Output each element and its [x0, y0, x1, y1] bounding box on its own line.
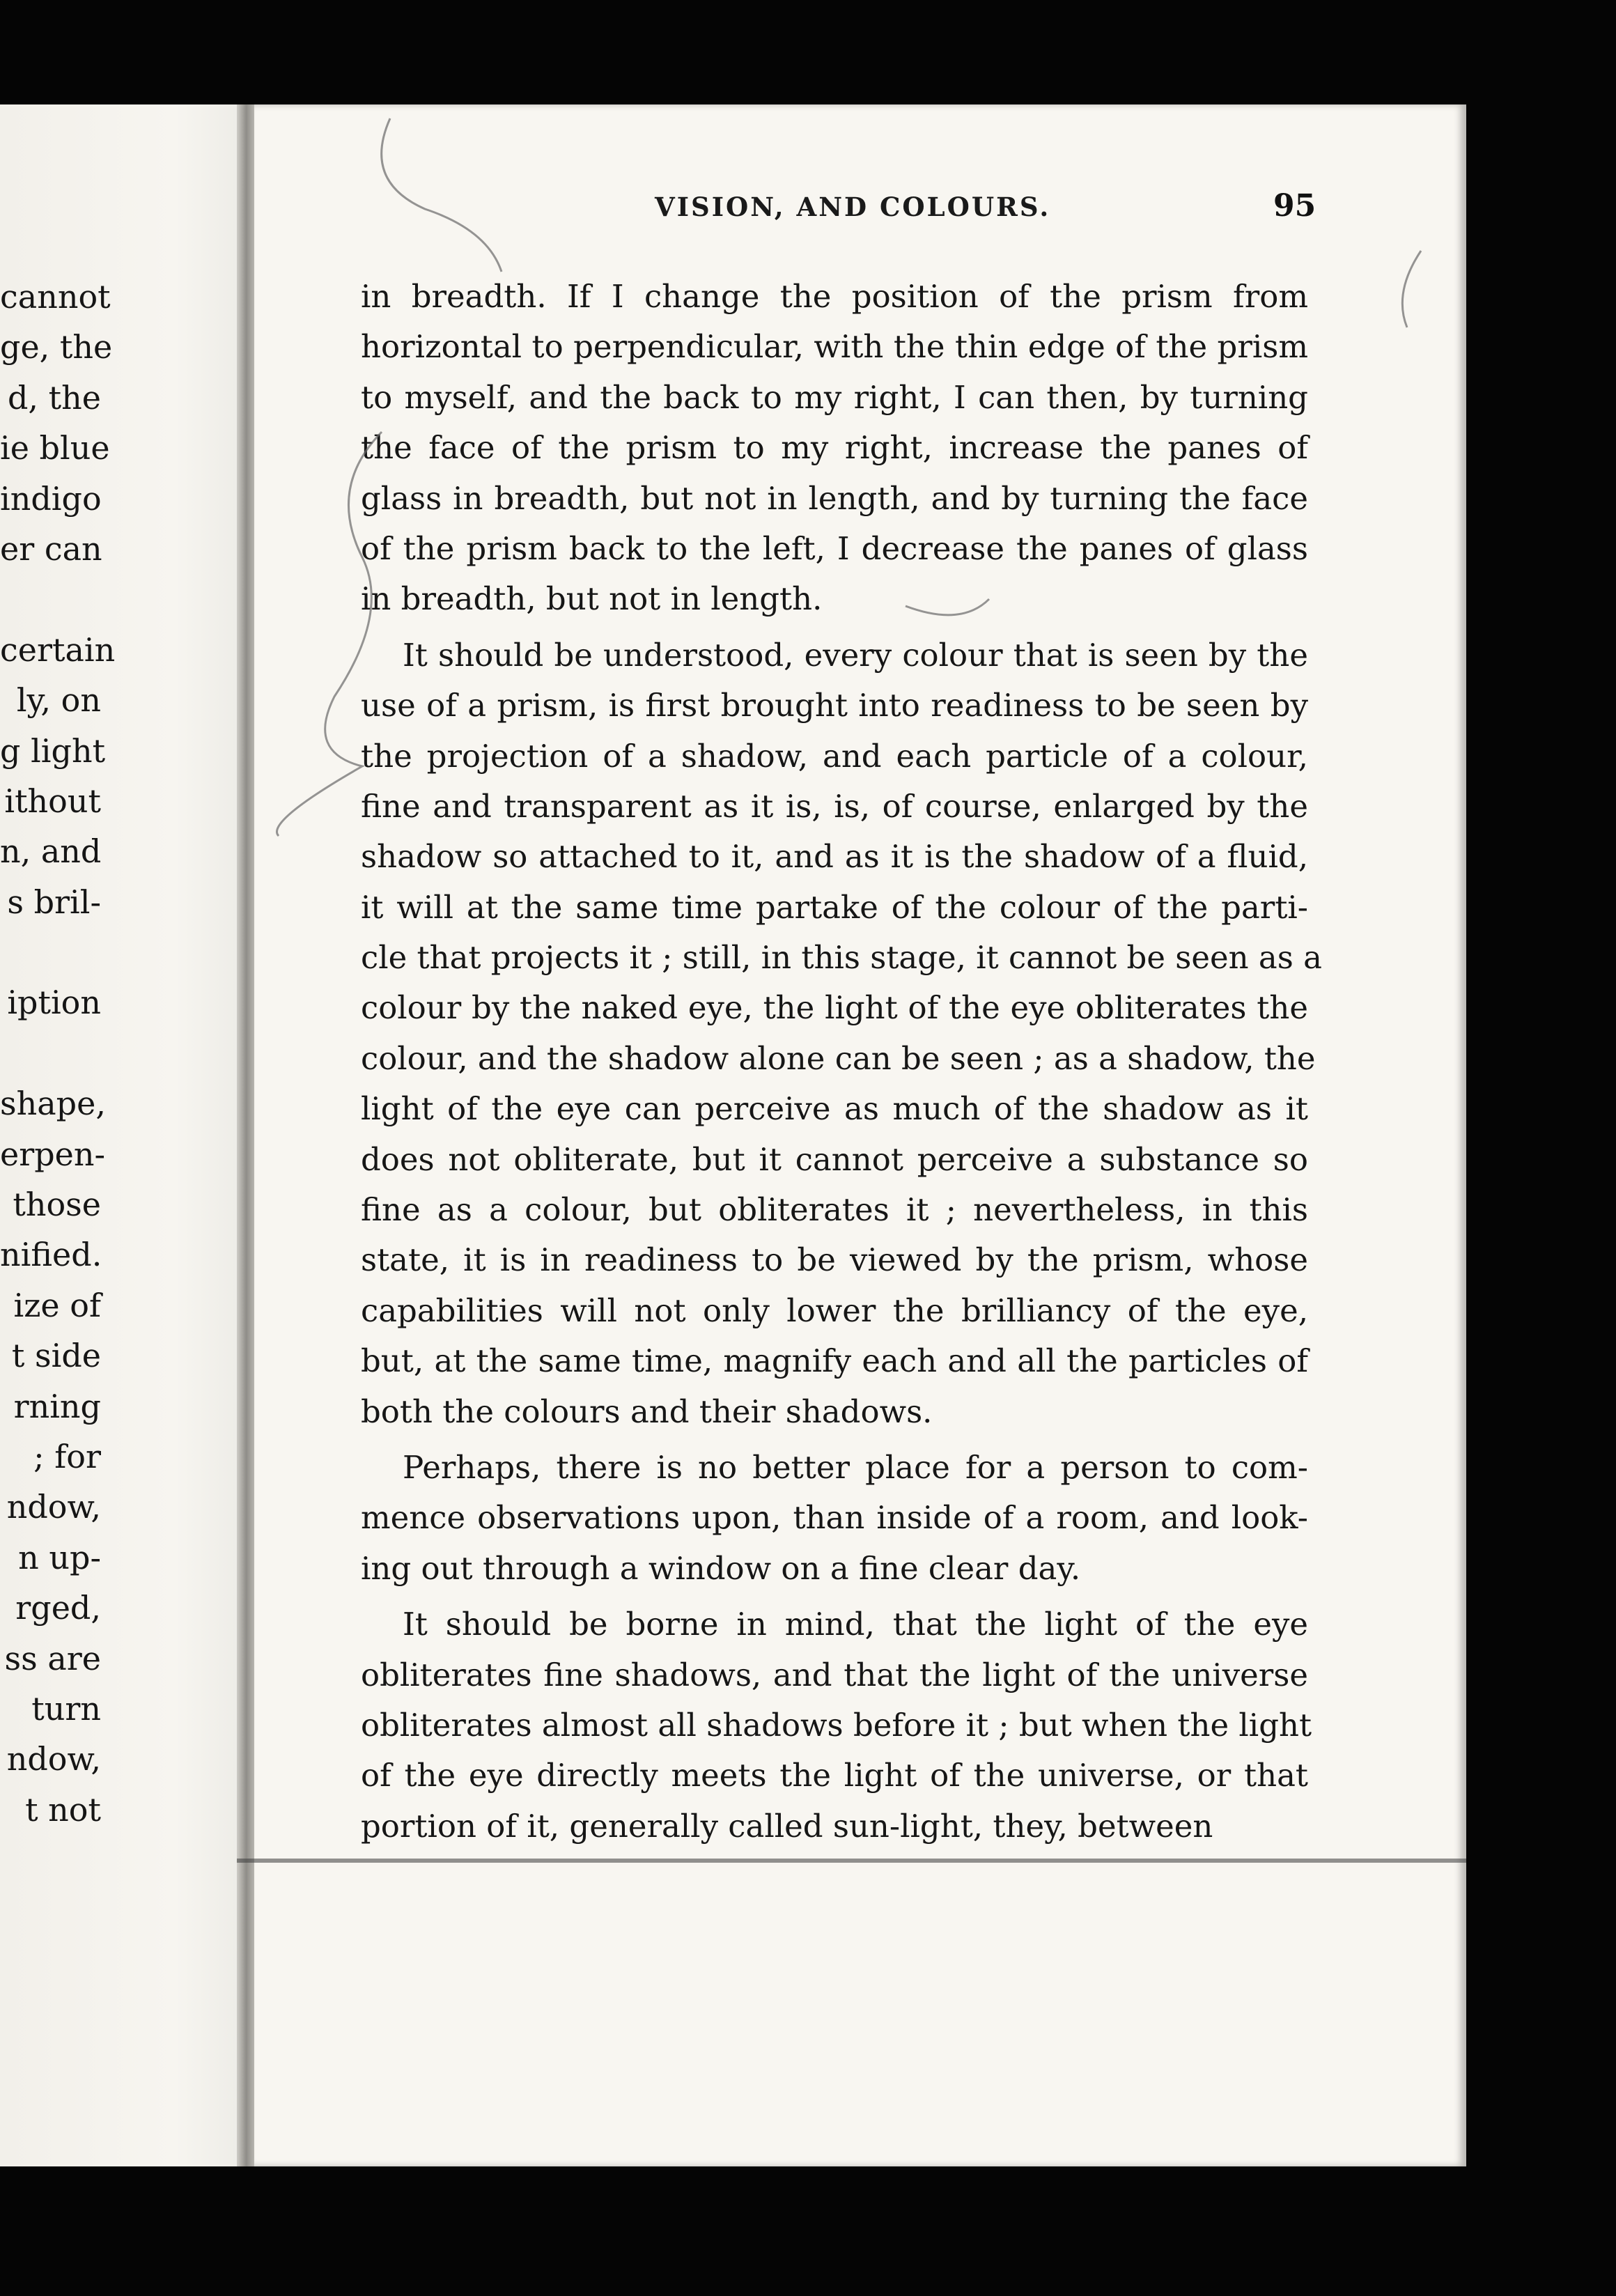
text-line: fine as a colour, but obliterates it ; nevertheless, in this: [361, 1191, 1308, 1229]
body-text: [361, 272, 1322, 1852]
previous-page-line: er can: [0, 529, 102, 568]
text-line: shadow so attached to it, and as it is the shadow of a fluid,: [361, 838, 1308, 876]
text-line: the face of the prism to my right, increase the panes of: [361, 429, 1308, 467]
previous-page-line: ss are: [4, 1639, 101, 1677]
previous-page-line: g light: [0, 731, 106, 770]
previous-page-line: s bril-: [7, 883, 101, 921]
previous-page-line: indigo: [0, 479, 102, 518]
text-line: ing out through a window on a fine clear day.: [361, 1549, 1081, 1587]
previous-page-line: ndow,: [6, 1740, 101, 1778]
previous-page-line: ly, on: [16, 681, 101, 720]
previous-page-line: nified.: [0, 1236, 102, 1274]
text-line: portion of it, generally called sun-light, they, between: [361, 1807, 1213, 1845]
text-line: horizontal to perpendicular, with the thin edge of the prism: [361, 328, 1308, 366]
text-line: of the eye directly meets the light of the universe, or that: [361, 1757, 1308, 1794]
previous-page-line: turn: [31, 1689, 101, 1728]
text-line: capabilities will not only lower the brilliancy of the eye,: [361, 1292, 1308, 1329]
text-line: obliterates almost all shadows before it ; but when the light: [361, 1706, 1312, 1744]
paragraph-gap: [361, 1594, 1308, 1599]
previous-page-line: t side: [11, 1337, 101, 1375]
running-title: VISION, AND COLOURS.: [655, 192, 1051, 222]
previous-page-line: [0, 574, 101, 624]
previous-page-line: rged,: [15, 1589, 101, 1627]
previous-page-line: cannot: [0, 278, 111, 316]
previous-page-line: ge, the: [0, 328, 113, 366]
previous-page-line: [0, 927, 101, 977]
previous-page-line: rning: [13, 1387, 101, 1425]
text-line: but, at the same time, magnify each and all the particles of: [361, 1342, 1308, 1380]
text-line: obliterates fine shadows, and that the light of the universe: [361, 1656, 1308, 1693]
previous-page-line: [0, 1028, 101, 1078]
previous-page-line: n, and: [0, 832, 102, 871]
previous-page-line: ndow,: [6, 1488, 101, 1526]
previous-page-line: iption: [7, 984, 101, 1022]
previous-page-line: those: [13, 1186, 101, 1224]
page-bottom-edge: [237, 1859, 1466, 1863]
previous-page-line: t not: [25, 1790, 101, 1829]
previous-page-text: [0, 272, 116, 1835]
paragraph-gap: [361, 625, 1308, 630]
text-line: mence observations upon, than inside of a room, and look-: [361, 1499, 1308, 1537]
text-line: colour, and the shadow alone can be seen ; as a shadow, the: [361, 1039, 1316, 1077]
text-line: colour by the naked eye, the light of the eye obliterates the: [361, 989, 1308, 1027]
text-line: both the colours and their shadows.: [361, 1393, 933, 1430]
text-line: in breadth, but not in length.: [361, 580, 823, 618]
previous-page-line: ithout: [4, 782, 101, 820]
paragraph-gap: [361, 1437, 1308, 1443]
text-line: glass in breadth, but not in length, and by turning the face: [361, 479, 1308, 517]
previous-page-fragment: [0, 104, 251, 2166]
previous-page-line: d, the: [7, 378, 101, 417]
text-line: does not obliterate, but it cannot perceive a substance so: [361, 1140, 1308, 1178]
text-line: to myself, and the back to my right, I can then, by turning: [361, 378, 1308, 416]
text-line: light of the eye can perceive as much of the shadow as it: [361, 1090, 1308, 1128]
text-line: fine and transparent as it is, is, of course, enlarged by the: [361, 787, 1308, 825]
previous-page-line: ; for: [33, 1437, 101, 1475]
text-line: use of a prism, is first brought into readiness to be seen by: [361, 687, 1308, 724]
previous-page-line: ie blue: [0, 429, 110, 467]
page-number: 95: [1273, 188, 1316, 224]
text-line: state, it is in readiness to be viewed by the prism, whose: [361, 1241, 1308, 1279]
text-line: cle that projects it ; still, in this stage, it cannot be seen as a: [361, 939, 1322, 977]
previous-page-line: shape,: [0, 1085, 106, 1123]
text-line: the projection of a shadow, and each particle of a colour,: [361, 737, 1308, 775]
text-line: It should be understood, every colour that is seen by the: [403, 636, 1308, 674]
text-line: It should be borne in mind, that the light of the eye: [403, 1606, 1308, 1643]
previous-page-line: certain: [0, 630, 116, 669]
previous-page-line: n up-: [18, 1538, 101, 1576]
previous-page-line: erpen-: [0, 1135, 106, 1173]
text-line: Perhaps, there is no better place for a person to com-: [403, 1448, 1308, 1486]
text-line: in breadth. If I change the position of the prism from: [361, 278, 1308, 315]
text-line: it will at the same time partake of the colour of the parti-: [361, 888, 1308, 926]
previous-page-line: ize of: [13, 1286, 101, 1324]
text-line: of the prism back to the left, I decrease the panes of glass: [361, 529, 1308, 567]
